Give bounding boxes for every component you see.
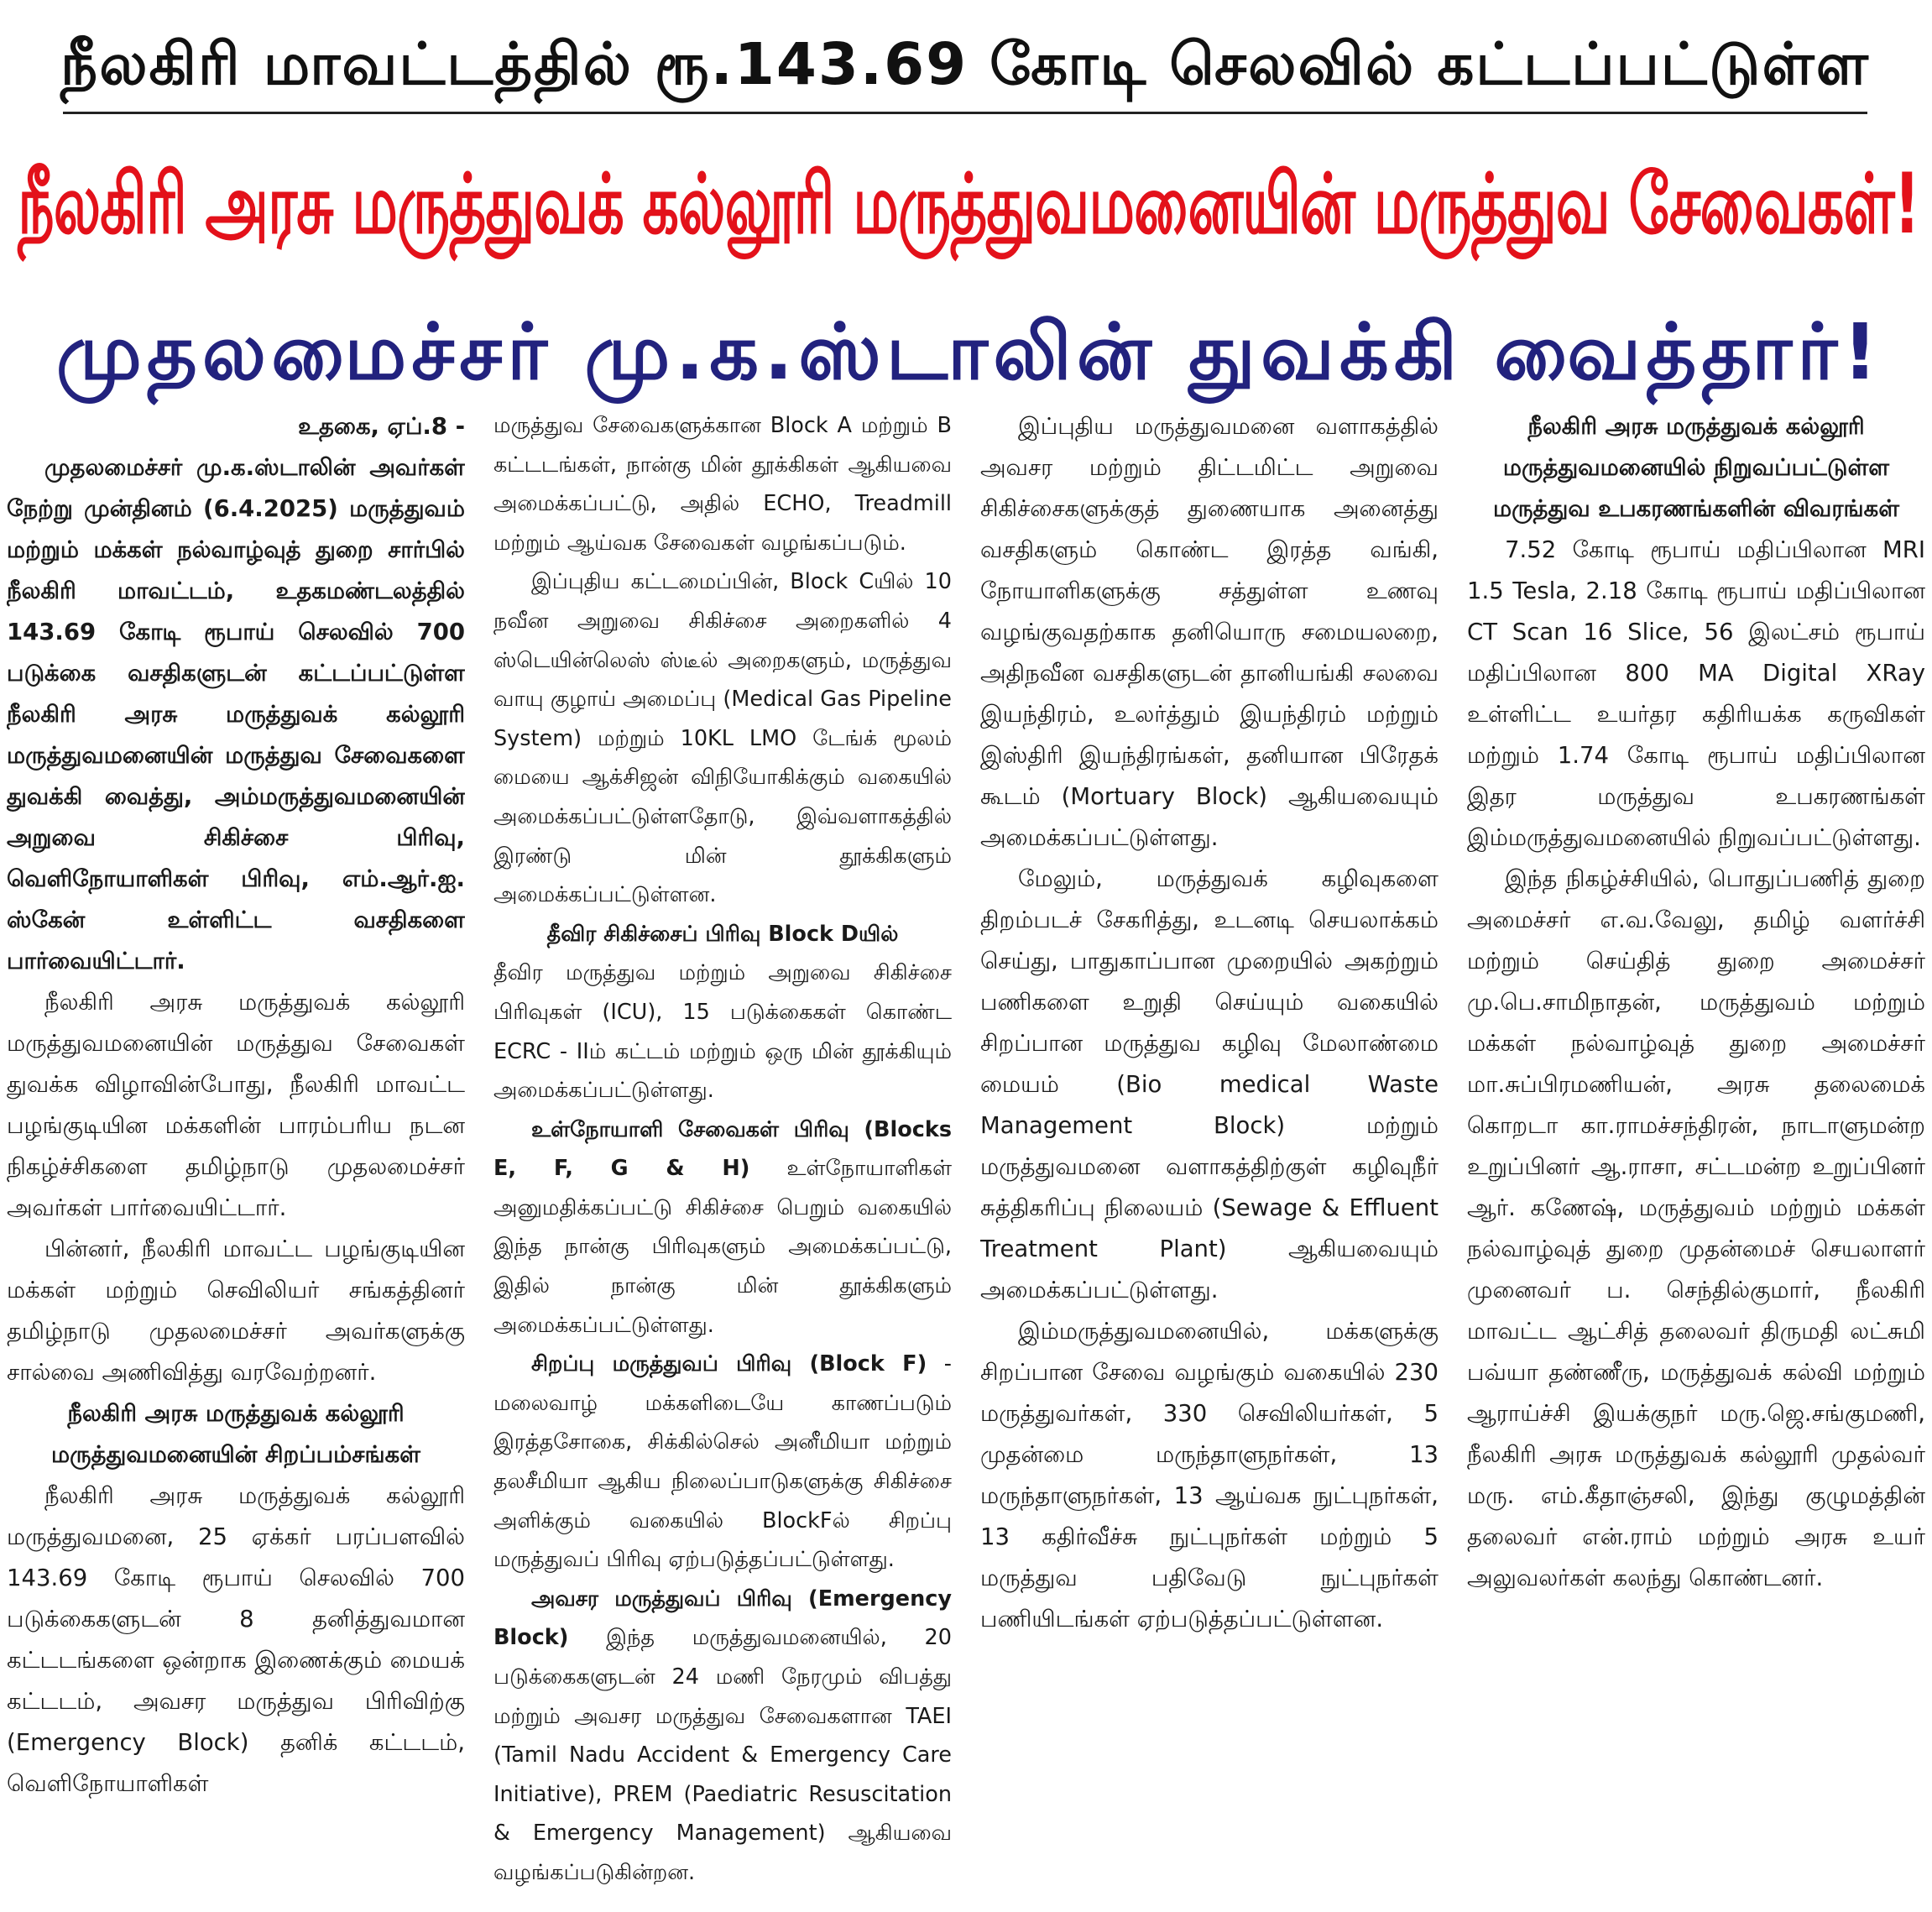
paragraph [493, 1580, 952, 1893]
paragraph: இம்மருத்துவமனையில், மக்களுக்கு சிறப்பான சேவை வழங்கும் வகையில் 230 மருத்துவர்கள், 330 செவிலியர்கள், 5 முதன்மை மருந்தாளுநர்கள், 13 மருந்தாளுநர்கள், 13 ஆய்வக நுட்புநர்கள், 13 கதிர்வீச்சு நுட்புநர்கள் மற்றும் 5 மருத்துவ பதிவேடு நுட்புநர்கள் பணியிடங்கள் ஏற்படுத்தப்பட்டுள்ளன. [980, 1318, 1439, 1633]
article-column-2 [493, 406, 952, 1909]
paragraph: தீவிர மருத்துவ மற்றும் அறுவை சிகிச்சை பிரிவுகள் (ICU), 15 படுக்கைகள் கொண்ட ECRC - IIம் கட்டம் மற்றும் ஒரு மின் தூக்கியும் அமைக்கப்பட்டுள்ளது. [493, 960, 952, 1104]
paragraph [493, 1345, 952, 1580]
paragraph: இப்புதிய மருத்துவமனை வளாகத்தில் அவசர மற்றும் திட்டமிட்ட அறுவை சிகிச்சைகளுக்குத் துணையாக அனைத்து வசதிகளும் கொண்ட இரத்த வங்கி, நோயாளிகளுக்கு சத்துள்ள உணவு வழங்குவதற்காக தனியொரு சமையலறை, அதிநவீன வசதிகளுடன் தானியங்கி சலவை இயந்திரம், உலர்த்தும் இயந்திரம் மற்றும் இஸ்திரி இயந்திரங்கள், தனியான பிரேதக் கூடம் (Mortuary Block) ஆகியவையும் அமைக்கப்பட்டுள்ளது. [980, 413, 1439, 851]
article-column-1 [7, 406, 465, 1909]
dateline: உதகை, ஏப்.8 - [298, 413, 465, 440]
paragraph: நீலகிரி அரசு மருத்துவக் கல்லூரி மருத்துவமனை, 25 ஏக்கர் பரப்பளவில் 143.69 கோடி ரூபாய் செலவில் 700 படுக்கைகளுடன் 8 தனித்துவமான கட்டடங்களை ஒன்றாக இணைக்கும் மையக் கட்டடம், அவசர மருத்துவ பிரிவிற்கு (Emergency Block) தனிக் கட்டடம், வெளிநோயாளிகள் [7, 1482, 465, 1797]
paragraph: மருத்துவ சேவைகளுக்கான Block A மற்றும் B கட்டடங்கள், நான்கு மின் தூக்கிகள் ஆகியவை அமைக்கப்பட்டு, அதில் ECHO, Treadmill மற்றும் ஆய்வக சேவைகள் வழங்கப்படும். [493, 413, 952, 556]
sub-headline: முதலமைச்சர் மு.க.ஸ்டாலின் துவக்கி வைத்தார்! [55, 307, 1883, 397]
paragraph-text: - மலைவாழ் மக்களிடையே காணப்படும் இரத்தசோகை, சிக்கில்செல் அனீமியா மற்றும் தலசீமியா ஆகிய நிலைப்பாடுகளுக்கு சிகிச்சை அளிக்கும் வகையில் BlockFல் சிறப்பு மருத்துவப் பிரிவு ஏற்படுத்தப்பட்டுள்ளது. [493, 1351, 952, 1573]
subheading: நீலகிரி அரசு மருத்துவக் கல்லூரி [67, 1400, 405, 1427]
subheading: தீவிர சிகிச்சைப் பிரிவு Block Dயில் [546, 921, 899, 947]
paragraph-text: இந்த மருத்துவமனையில், 20 படுக்கைகளுடன் 24 மணி நேரமும் விபத்து மற்றும் அவசர மருத்துவ சேவைகளான TAEI (Tamil Nadu Accident & Emergency Care Initiative), PREM (Paediatric Resuscitation & Emergency Management) ஆகியவை வழங்கப்படுகின்றன. [493, 1625, 952, 1885]
paragraph: பின்னர், நீலகிரி மாவட்ட பழங்குடியின மக்கள் மற்றும் செவிலியர் சங்கத்தினர் தமிழ்நாடு முதலமைச்சர் அவர்களுக்கு சால்வை அணிவித்து வரவேற்றனர். [7, 1235, 465, 1386]
inline-subheading: அவசர மருத்துவப் பிரிவு (Emergency Block) [493, 1585, 952, 1651]
lead-paragraph: முதலமைச்சர் மு.க.ஸ்டாலின் அவர்கள் நேற்று முன்தினம் (6.4.2025) மருத்துவம் மற்றும் மக்கள் நல்வாழ்வுத் துறை சார்பில் நீலகிரி மாவட்டம், உதகமண்டலத்தில் 143.69 கோடி ரூபாய் செலவில் 700 படுக்கை வசதிகளுடன் கட்டப்பட்டுள்ள நீலகிரி அரசு மருத்துவக் கல்லூரி மருத்துவமனையின் மருத்துவ சேவைகளை துவக்கி வைத்து, அம்மருத்துவமனையின் அறுவை சிகிச்சை பிரிவு, வெளிநோயாளிகள் பிரிவு, எம்.ஆர்.ஐ. ஸ்கேன் உள்ளிட்ட வசதிகளை பார்வையிட்டார். [7, 454, 465, 974]
subheading: மருத்துவமனையில் நிறுவப்பட்டுள்ள [1502, 454, 1890, 481]
paragraph: இப்புதிய கட்டமைப்பின், Block Cயில் 10 நவீன அறுவை சிகிச்சை அறைகளில் 4 ஸ்டெயின்லெஸ் ஸ்டீல் அறைகளும், மருத்துவ வாயு குழாய் அமைப்பு (Medical Gas Pipeline System) மற்றும் 10KL LMO டேங்க் மூலம் மையை ஆக்சிஜன் விநியோகிக்கும் வகையில் அமைக்கப்பட்டுள்ளதோடு, இவ்வளாகத்தில் இரண்டு மின் தூக்கிகளும் அமைக்கப்பட்டுள்ளன. [493, 569, 952, 908]
article-column-4 [1467, 406, 1925, 1909]
paragraph-text: உள்நோயாளிகள் அனுமதிக்கப்பட்டு சிகிச்சை பெறும் வகையில் இந்த நான்கு பிரிவுகளும் அமைக்கப்பட்டு, இதில் நான்கு மின் தூக்கிகளும் அமைக்கப்பட்டுள்ளது. [493, 1156, 952, 1338]
subheading: மருத்துவமனையின் சிறப்பம்சங்கள் [50, 1441, 420, 1468]
paragraph: மேலும், மருத்துவக் கழிவுகளை திறம்படச் சேகரித்து, உடனடி செயலாக்கம் செய்து, பாதுகாப்பான முறையில் அகற்றும் பணிகளை உறுதி செய்யும் வகையில் சிறப்பான மருத்துவ கழிவு மேலாண்மை மையம் (Bio medical Waste Management Block) மற்றும் மருத்துவமனை வளாகத்திற்குள் கழிவுநீர் சுத்திகரிப்பு நிலையம் (Sewage & Effluent Treatment Plant) ஆகியவையும் அமைக்கப்பட்டுள்ளது. [980, 865, 1439, 1303]
inline-subheading: சிறப்பு மருத்துவப் பிரிவு (Block F) [531, 1351, 927, 1377]
paragraph: இந்த நிகழ்ச்சியில், பொதுப்பணித் துறை அமைச்சர் எ.வ.வேலு, தமிழ் வளர்ச்சி மற்றும் செய்தித் துறை அமைச்சர் மு.பெ.சாமிநாதன், மருத்துவம் மற்றும் மக்கள் நல்வாழ்வுத் துறை அமைச்சர் மா.சுப்பிரமணியன், அரசு தலைமைக் கொறடா கா.ராமச்சந்திரன், நாடாளுமன்ற உறுப்பினர் ஆ.ராசா, சட்டமன்ற உறுப்பினர் ஆர். கணேஷ், மருத்துவம் மற்றும் மக்கள் நல்வாழ்வுத் துறை முதன்மைச் செயலாளர் முனைவர் ப. செந்தில்குமார், நீலகிரி மாவட்ட ஆட்சித் தலைவர் திருமதி லட்சுமி பவ்யா தண்ணீரு, மருத்துவக் கல்வி மற்றும் ஆராய்ச்சி இயக்குநர் மரு.ஜெ.சங்குமணி, நீலகிரி அரசு மருத்துவக் கல்லூரி முதல்வர் மரு. எம்.கீதாஞ்சலி, இந்து குழுமத்தின் தலைவர் என்.ராம் மற்றும் அரசு உயர் அலுவலர்கள் கலந்து கொண்டனர். [1467, 865, 1925, 1591]
inline-subheading: உள்நோயாளி சேவைகள் பிரிவு (Blocks E, F, G & H) [493, 1116, 952, 1182]
article-column-3 [980, 406, 1439, 1909]
kicker-headline: நீலகிரி மாவட்டத்தில் ரூ.143.69 கோடி செலவில் கட்டப்பட்டுள்ள [60, 31, 1870, 98]
paragraph: 7.52 கோடி ரூபாய் மதிப்பிலான MRI 1.5 Tesla, 2.18 கோடி ரூபாய் மதிப்பிலான CT Scan 16 Slice, 56 இலட்சம் ரூபாய் மதிப்பிலான 800 MA Digital XRay உள்ளிட்ட உயர்தர கதிரியக்க கருவிகள் மற்றும் 1.74 கோடி ரூபாய் மதிப்பிலான இதர மருத்துவ உபகரணங்கள் இம்மருத்துவமனையில் நிறுவப்பட்டுள்ளது. [1467, 536, 1925, 851]
subheading: நீலகிரி அரசு மருத்துவக் கல்லூரி [1527, 413, 1865, 440]
subheading: மருத்துவ உபகரணங்களின் விவரங்கள் [1492, 495, 1900, 522]
main-headline: நீலகிரி அரசு மருத்துவக் கல்லூரி மருத்துவமனையின் மருத்துவ சேவைகள்! [18, 157, 1919, 253]
paragraph [493, 1110, 952, 1345]
paragraph: நீலகிரி அரசு மருத்துவக் கல்லூரி மருத்துவமனையின் மருத்துவ சேவைகள் துவக்க விழாவின்போது, நீலகிரி மாவட்ட பழங்குடியின மக்களின் பாரம்பரிய நடன நிகழ்ச்சிகளை தமிழ்நாடு முதலமைச்சர் அவர்கள் பார்வையிட்டார். [7, 989, 465, 1221]
